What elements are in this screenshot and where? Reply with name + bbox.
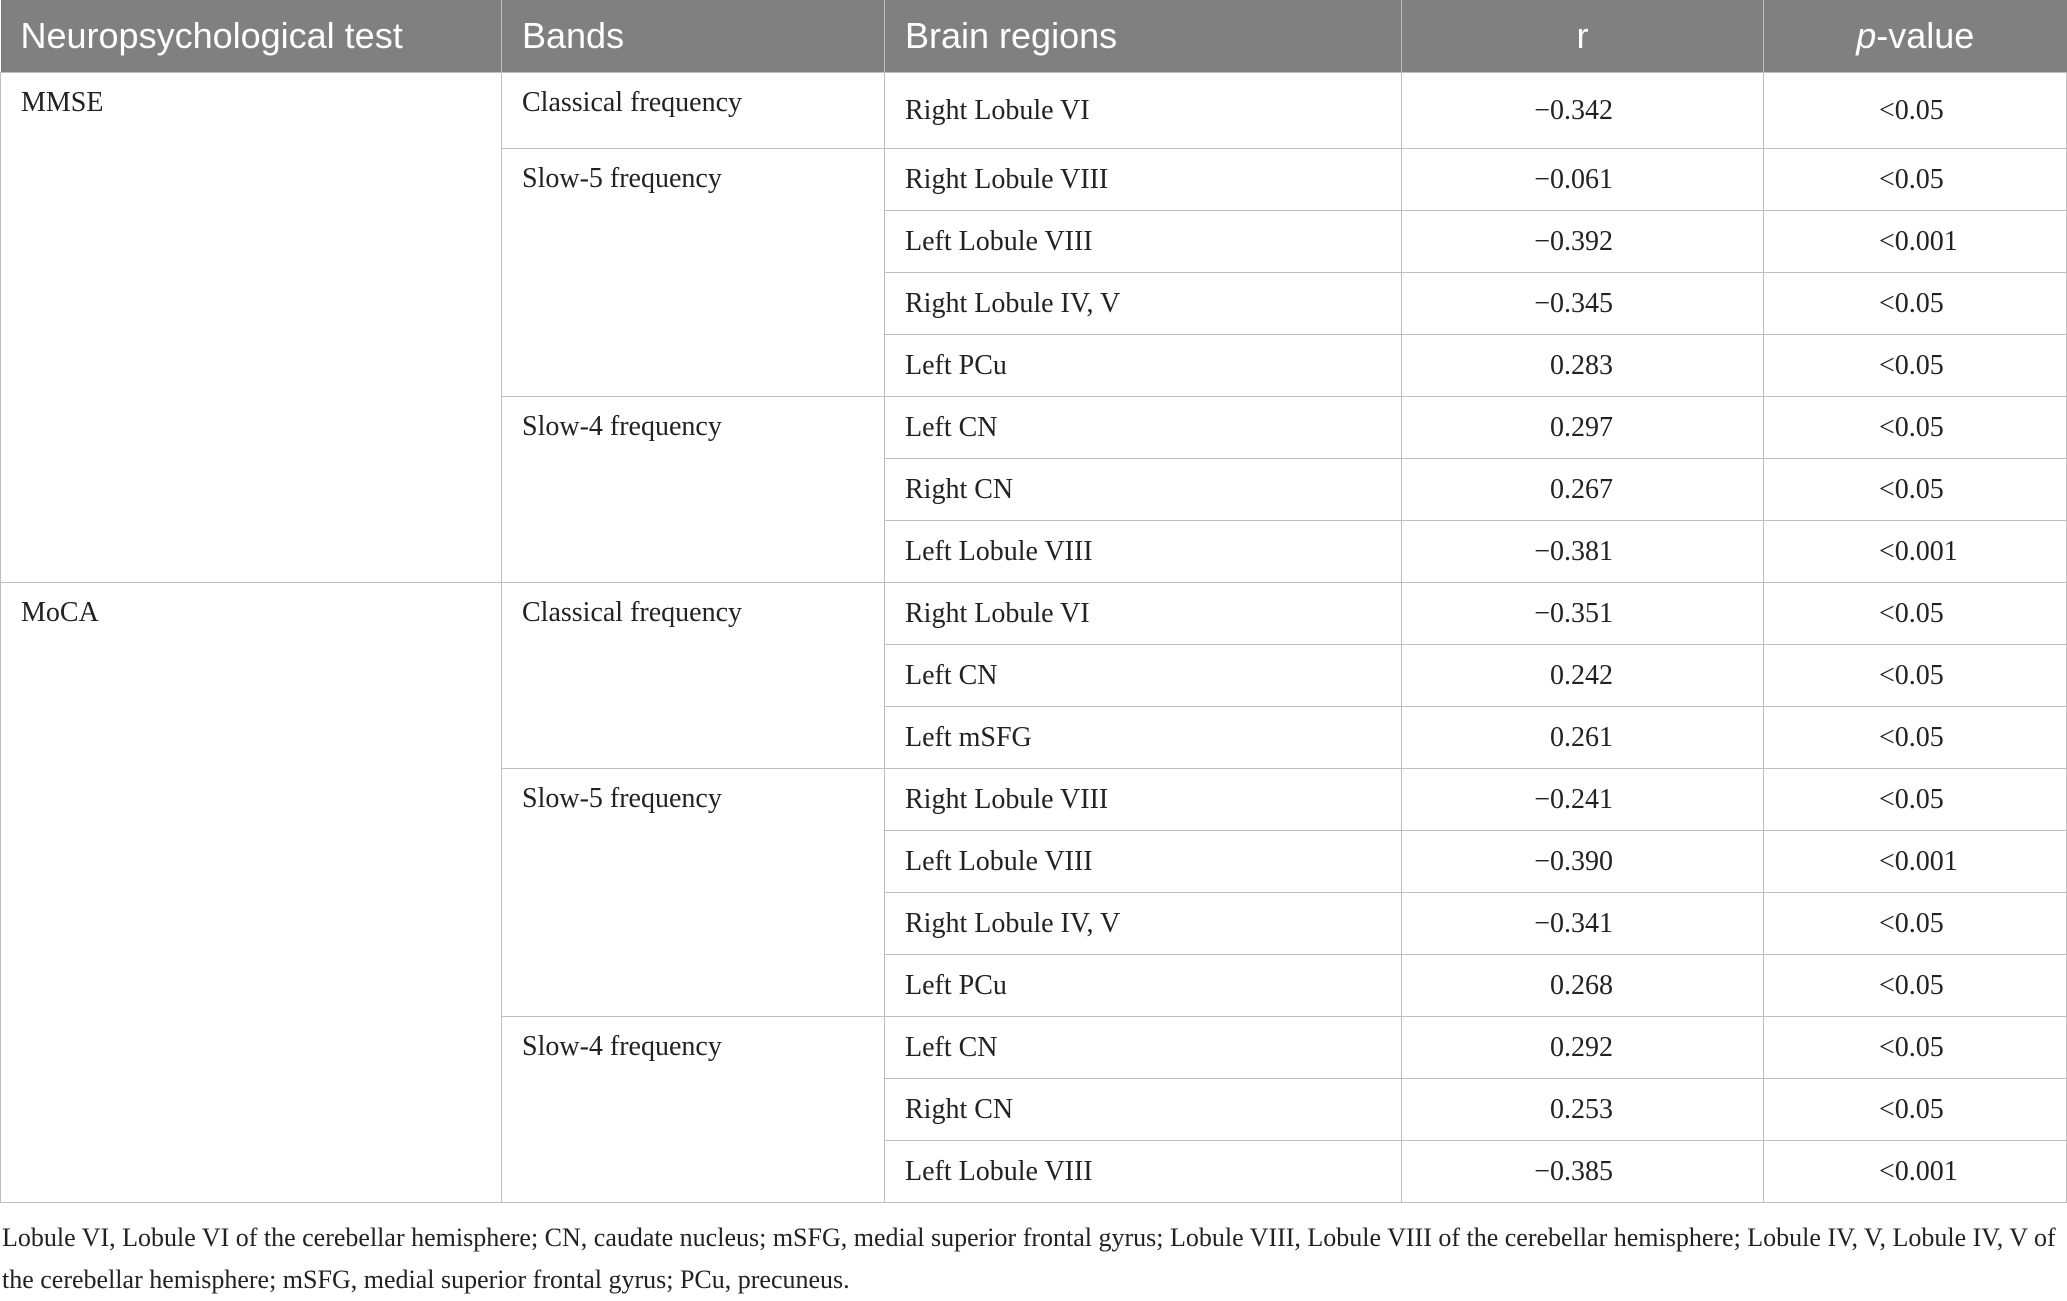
region-cell: Left CN [885, 645, 1402, 707]
band-cell: Classical frequency [502, 583, 885, 769]
region-cell: Right CN [885, 459, 1402, 521]
region-cell: Left Lobule VIII [885, 521, 1402, 583]
region-cell: Left mSFG [885, 707, 1402, 769]
header-brain-regions: Brain regions [885, 0, 1402, 73]
r-cell: −0.381 [1402, 521, 1764, 583]
r-cell: −0.392 [1402, 211, 1764, 273]
p-cell: <0.05 [1764, 335, 2067, 397]
band-cell: Slow-5 frequency [502, 149, 885, 397]
r-cell: 0.268 [1402, 955, 1764, 1017]
table-body [1, 73, 2067, 1203]
header-bands: Bands [502, 0, 885, 73]
region-cell: Left Lobule VIII [885, 211, 1402, 273]
band-cell: Slow-5 frequency [502, 769, 885, 1017]
r-cell: −0.341 [1402, 893, 1764, 955]
p-cell: <0.001 [1764, 211, 2067, 273]
r-cell: 0.253 [1402, 1079, 1764, 1141]
region-cell: Left CN [885, 1017, 1402, 1079]
r-cell: −0.351 [1402, 583, 1764, 645]
region-cell: Right Lobule VI [885, 73, 1402, 149]
region-cell: Right Lobule VIII [885, 149, 1402, 211]
header-p-value [1764, 0, 2067, 73]
header-p-italic: p [1856, 15, 1877, 56]
r-cell: −0.390 [1402, 831, 1764, 893]
region-cell: Right Lobule VIII [885, 769, 1402, 831]
p-cell: <0.05 [1764, 273, 2067, 335]
region-cell: Right Lobule IV, V [885, 273, 1402, 335]
header-neuropsychological-test: Neuropsychological test [1, 0, 502, 73]
r-cell: −0.385 [1402, 1141, 1764, 1203]
region-cell: Left PCu [885, 955, 1402, 1017]
band-cell: Slow-4 frequency [502, 1017, 885, 1203]
region-cell: Right Lobule VI [885, 583, 1402, 645]
p-cell: <0.05 [1764, 707, 2067, 769]
p-cell: <0.05 [1764, 397, 2067, 459]
region-cell: Left CN [885, 397, 1402, 459]
p-cell: <0.05 [1764, 149, 2067, 211]
r-cell: 0.297 [1402, 397, 1764, 459]
region-cell: Left PCu [885, 335, 1402, 397]
p-cell: <0.05 [1764, 583, 2067, 645]
region-cell: Right Lobule IV, V [885, 893, 1402, 955]
header-row [1, 0, 2067, 73]
r-cell: −0.241 [1402, 769, 1764, 831]
p-cell: <0.05 [1764, 1079, 2067, 1141]
p-cell: <0.05 [1764, 73, 2067, 149]
header-p-rest: -value [1876, 15, 1975, 56]
p-cell: <0.05 [1764, 1017, 2067, 1079]
test-cell-moca: MoCA [1, 583, 502, 1203]
band-cell: Classical frequency [502, 73, 885, 149]
p-cell: <0.001 [1764, 831, 2067, 893]
band-cell: Slow-4 frequency [502, 397, 885, 583]
region-cell: Left Lobule VIII [885, 831, 1402, 893]
p-cell: <0.05 [1764, 459, 2067, 521]
r-cell: 0.267 [1402, 459, 1764, 521]
r-cell: −0.342 [1402, 73, 1764, 149]
table-row [1, 583, 2067, 645]
region-cell: Right CN [885, 1079, 1402, 1141]
p-cell: <0.05 [1764, 769, 2067, 831]
r-cell: 0.292 [1402, 1017, 1764, 1079]
table-footnote: Lobule VI, Lobule VI of the cerebellar hemisphere; CN, caudate nucleus; mSFG, medial superior frontal gyrus; Lobule VIII, Lobule VIII of the cerebellar hemisphere; Lobule IV, V, Lobule IV, V of the cerebellar hemisphere; mSFG, medial superior frontal gyrus; PCu, precuneus. [2, 1223, 2056, 1294]
r-cell: −0.061 [1402, 149, 1764, 211]
r-cell: 0.283 [1402, 335, 1764, 397]
r-cell: 0.242 [1402, 645, 1764, 707]
region-cell: Left Lobule VIII [885, 1141, 1402, 1203]
p-cell: <0.001 [1764, 521, 2067, 583]
r-cell: −0.345 [1402, 273, 1764, 335]
table-header [1, 0, 2067, 73]
test-cell-mmse: MMSE [1, 73, 502, 583]
p-cell: <0.001 [1764, 1141, 2067, 1203]
p-cell: <0.05 [1764, 893, 2067, 955]
p-cell: <0.05 [1764, 645, 2067, 707]
header-r: r [1402, 0, 1764, 73]
r-cell: 0.261 [1402, 707, 1764, 769]
p-cell: <0.05 [1764, 955, 2067, 1017]
table-row [1, 73, 2067, 149]
